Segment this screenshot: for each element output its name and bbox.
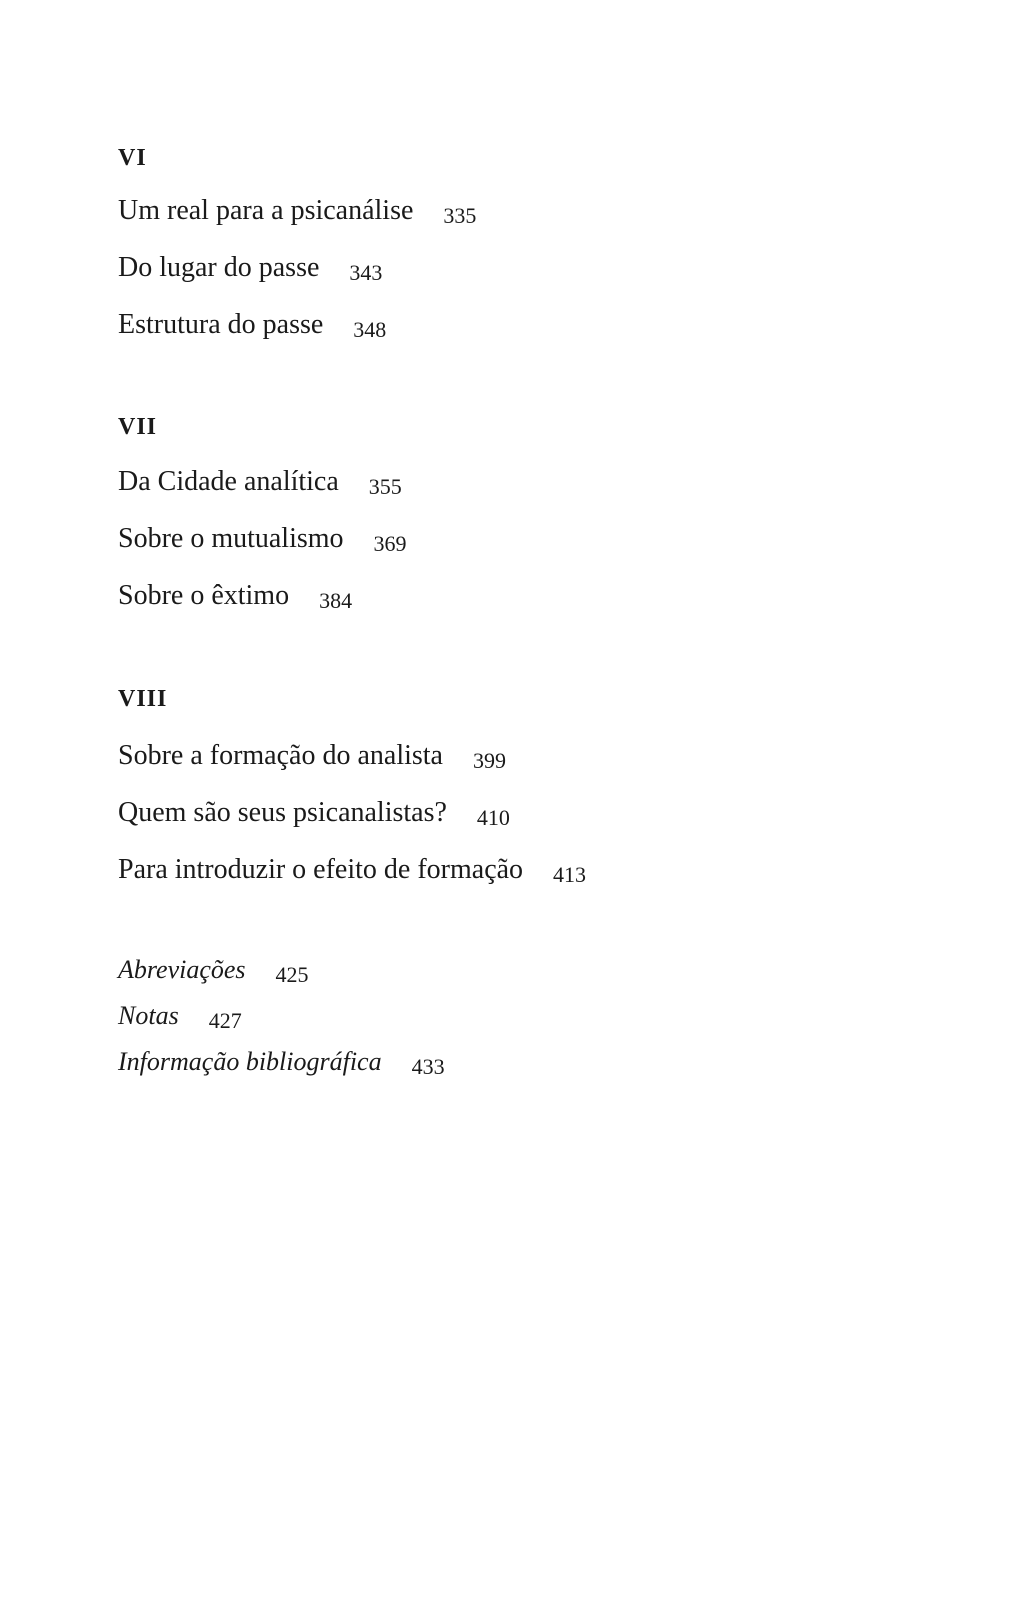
toc-entry-title: Da Cidade analítica <box>118 466 339 497</box>
section-heading-viii: VIII <box>118 686 168 712</box>
toc-entry-title: Quem são seus psicanalistas? <box>118 797 447 828</box>
toc-entry-page: 433 <box>411 1054 445 1079</box>
toc-entry-title: Estrutura do passe <box>118 309 324 340</box>
toc-entry-page: 343 <box>349 260 383 285</box>
toc-entry-page: 369 <box>373 531 407 556</box>
toc-entry[interactable] <box>118 740 506 772</box>
toc-entry[interactable] <box>118 195 476 227</box>
toc-entry-page: 413 <box>553 862 587 887</box>
toc-entry-page: 425 <box>275 962 309 987</box>
toc-entry[interactable] <box>118 523 407 555</box>
toc-back-matter-entry[interactable] <box>118 955 309 985</box>
toc-entry-page: 355 <box>368 474 402 499</box>
toc-entry[interactable] <box>118 466 402 498</box>
toc-entry-title: Sobre a formação do analista <box>118 740 443 771</box>
toc-entry-title: Informação bibliográfica <box>118 1047 382 1076</box>
toc-entry-title: Sobre o êxtimo <box>118 580 290 611</box>
section-heading-vii: VII <box>118 414 158 440</box>
toc-entry-title: Para introduzir o efeito de formação <box>118 854 524 885</box>
toc-entry-page: 384 <box>319 588 353 613</box>
toc-entry-page: 410 <box>476 805 510 830</box>
toc-entry[interactable] <box>118 854 586 886</box>
toc-entry-page: 427 <box>208 1008 242 1033</box>
toc-entry[interactable] <box>118 797 510 829</box>
toc-entry-title: Do lugar do passe <box>118 252 320 283</box>
section-heading-vi: VI <box>118 145 147 171</box>
toc-entry[interactable] <box>118 309 386 341</box>
toc-entry-title: Abreviações <box>118 955 246 984</box>
toc-entry-title: Um real para a psicanálise <box>118 195 414 226</box>
toc-entry-title: Sobre o mutualismo <box>118 523 344 554</box>
toc-entry[interactable] <box>118 580 352 612</box>
toc-entry-page: 335 <box>443 203 477 228</box>
toc-entry-page: 399 <box>472 748 506 773</box>
toc-entry-title: Notas <box>118 1001 179 1030</box>
toc-entry[interactable] <box>118 252 382 284</box>
toc-back-matter-entry[interactable] <box>118 1001 242 1031</box>
toc-back-matter-entry[interactable] <box>118 1047 445 1077</box>
toc-entry-page: 348 <box>353 317 387 342</box>
